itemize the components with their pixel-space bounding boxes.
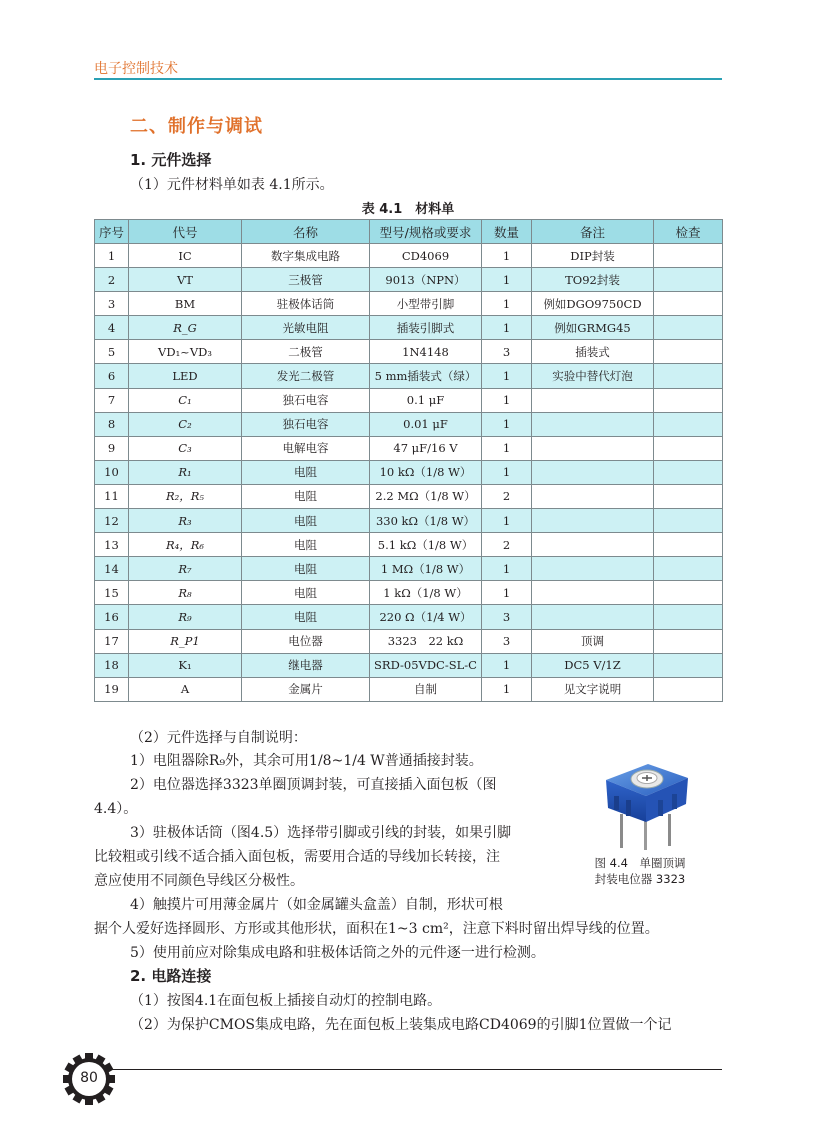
section-title: 二、制作与调试 [130,116,263,137]
check-cell [654,484,723,508]
code-cell: BM [129,292,242,316]
row-number-cell: 10 [95,460,129,484]
note-cell: DIP封装 [532,244,654,268]
spec-cell: 9013（NPN） [370,268,482,292]
spec-cell: 1 MΩ（1/8 W） [370,557,482,581]
check-cell [654,509,723,533]
note-resistors: 1）电阻器除R₉外，其余可用1/8~1/4 W普通插接封装。 [130,753,483,769]
quantity-cell: 1 [482,677,532,701]
name-cell: 电阻 [242,509,370,533]
code-cell: R_P1 [129,629,242,653]
spec-cell: 220 Ω（1/4 W） [370,605,482,629]
row-number-cell: 13 [95,533,129,557]
table-row [95,268,723,292]
name-cell: 电阻 [242,533,370,557]
page-number: 80 [80,1070,98,1086]
quantity-cell: 1 [482,316,532,340]
book-title: 电子控制技术 [94,61,178,77]
row-number-cell: 3 [95,292,129,316]
check-cell [654,533,723,557]
table-intro-paragraph: （1）元件材料单如表 4.1所示。 [130,177,334,193]
header-cell: 数量 [482,220,532,244]
row-number-cell: 18 [95,653,129,677]
table-row [95,605,723,629]
connection-step-1: （1）按图4.1在面包板上插接自动灯的控制电路。 [130,993,442,1009]
note-touch-plate-cont: 据个人爱好选择圆形、方形或其他形状，面积在1~3 cm²，注意下料时留出焊导线的位置。 [94,921,659,937]
quantity-cell: 1 [482,581,532,605]
row-number-cell: 14 [95,557,129,581]
quantity-cell: 1 [482,364,532,388]
note-cell [532,436,654,460]
name-cell: 电阻 [242,484,370,508]
check-cell [654,268,723,292]
check-cell [654,677,723,701]
check-cell [654,316,723,340]
header-cell: 备注 [532,220,654,244]
row-number-cell: 5 [95,340,129,364]
table-row [95,244,723,268]
code-cell: R₄，R₆ [129,533,242,557]
code-cell: C₁ [129,388,242,412]
note-cell: 例如GRMG45 [532,316,654,340]
spec-cell: 47 μF/16 V [370,436,482,460]
name-cell: 数字集成电路 [242,244,370,268]
quantity-cell: 2 [482,484,532,508]
spec-cell: 3323 22 kΩ [370,629,482,653]
note-cell [532,412,654,436]
note-cell: TO92封装 [532,268,654,292]
quantity-cell: 1 [482,653,532,677]
quantity-cell: 1 [482,292,532,316]
table-row [95,460,723,484]
spec-cell: 自制 [370,677,482,701]
quantity-cell: 1 [482,388,532,412]
check-cell [654,460,723,484]
table-header-row [95,220,723,244]
figure-caption-line1: 图 4.4 单圈顶调 [594,856,686,870]
note-cell: 见文字说明 [532,677,654,701]
name-cell: 继电器 [242,653,370,677]
check-cell [654,436,723,460]
check-cell [654,629,723,653]
check-cell [654,653,723,677]
note-cell: DC5 V/1Z [532,653,654,677]
quantity-cell: 1 [482,436,532,460]
header-cell: 检查 [654,220,723,244]
quantity-cell: 3 [482,340,532,364]
check-cell [654,412,723,436]
name-cell: 电阻 [242,605,370,629]
note-cell [532,605,654,629]
note-testing: 5）使用前应对除集成电路和驻极体话筒之外的元件逐一进行检测。 [130,945,545,961]
code-cell: R_G [129,316,242,340]
code-cell: R₇ [129,557,242,581]
check-cell [654,557,723,581]
subsection-title-component-selection: 1. 元件选择 [130,151,212,169]
note-cell [532,484,654,508]
row-number-cell: 1 [95,244,129,268]
note-microphone: 3）驻极体话筒（图4.5）选择带引脚或引线的封装，如果引脚 [130,825,512,841]
quantity-cell: 1 [482,509,532,533]
note-cell: 实验中替代灯泡 [532,364,654,388]
spec-cell: SRD-05VDC-SL-C [370,653,482,677]
code-cell: R₃ [129,509,242,533]
spec-cell: 10 kΩ（1/8 W） [370,460,482,484]
code-cell: A [129,677,242,701]
table-row [95,581,723,605]
table-row [95,436,723,460]
note-potentiometer-cont: 4.4）。 [94,801,138,817]
row-number-cell: 7 [95,388,129,412]
note-cell [532,557,654,581]
row-number-cell: 9 [95,436,129,460]
quantity-cell: 1 [482,557,532,581]
name-cell: 独石电容 [242,412,370,436]
header-cell: 名称 [242,220,370,244]
check-cell [654,364,723,388]
table-row [95,533,723,557]
spec-cell: 5.1 kΩ（1/8 W） [370,533,482,557]
table-row [95,629,723,653]
row-number-cell: 16 [95,605,129,629]
note-microphone-cont: 比较粗或引线不适合插入面包板，需要用合适的导线加长转接，注 [94,849,500,865]
quantity-cell: 3 [482,629,532,653]
row-number-cell: 12 [95,509,129,533]
code-cell: VT [129,268,242,292]
subsection-title-circuit-connection: 2. 电路连接 [130,967,212,985]
name-cell: 二极管 [242,340,370,364]
note-potentiometer: 2）电位器选择3323单圈顶调封装，可直接插入面包板（图 [130,777,497,793]
name-cell: 电阻 [242,581,370,605]
name-cell: 驻极体话筒 [242,292,370,316]
header-cell: 代号 [129,220,242,244]
spec-cell: CD4069 [370,244,482,268]
table-row [95,412,723,436]
row-number-cell: 17 [95,629,129,653]
spec-cell: 1 kΩ（1/8 W） [370,581,482,605]
note-cell: 插装式 [532,340,654,364]
name-cell: 光敏电阻 [242,316,370,340]
name-cell: 电解电容 [242,436,370,460]
table-row [95,340,723,364]
quantity-cell: 3 [482,605,532,629]
quantity-cell: 1 [482,244,532,268]
table-row [95,557,723,581]
quantity-cell: 2 [482,533,532,557]
header-cell: 型号/规格或要求 [370,220,482,244]
code-cell: IC [129,244,242,268]
spec-cell: 插装引脚式 [370,316,482,340]
note-cell: 顶调 [532,629,654,653]
spec-cell: 2.2 MΩ（1/8 W） [370,484,482,508]
note-microphone-cont2: 意应使用不同颜色导线区分极性。 [94,873,304,889]
figure-caption [580,855,700,887]
table-row [95,316,723,340]
quantity-cell: 1 [482,460,532,484]
code-cell: K₁ [129,653,242,677]
code-cell: R₉ [129,605,242,629]
spec-cell: 330 kΩ（1/8 W） [370,509,482,533]
table-row [95,677,723,701]
row-number-cell: 6 [95,364,129,388]
check-cell [654,388,723,412]
selection-notes-heading: （2）元件选择与自制说明： [130,730,307,746]
note-cell: 例如DGO9750CD [532,292,654,316]
check-cell [654,292,723,316]
note-cell [532,460,654,484]
row-number-cell: 15 [95,581,129,605]
table-row [95,388,723,412]
table-row [95,653,723,677]
name-cell: 电阻 [242,557,370,581]
check-cell [654,605,723,629]
code-cell: VD₁~VD₃ [129,340,242,364]
code-cell: R₁ [129,460,242,484]
check-cell [654,340,723,364]
table-row [95,509,723,533]
row-number-cell: 11 [95,484,129,508]
code-cell: LED [129,364,242,388]
header-cell: 序号 [95,220,129,244]
name-cell: 电阻 [242,460,370,484]
code-cell: C₂ [129,412,242,436]
table-row [95,292,723,316]
row-number-cell: 4 [95,316,129,340]
spec-cell: 0.01 μF [370,412,482,436]
figure-caption-line2: 封装电位器 3323 [594,872,686,886]
row-number-cell: 19 [95,677,129,701]
note-cell [532,533,654,557]
spec-cell: 5 mm插装式（绿） [370,364,482,388]
spec-cell: 1N4148 [370,340,482,364]
code-cell: C₃ [129,436,242,460]
table-caption: 表 4.1 材料单 [361,202,455,217]
spec-cell: 0.1 μF [370,388,482,412]
row-number-cell: 2 [95,268,129,292]
spec-cell: 小型带引脚 [370,292,482,316]
header-divider [94,78,722,80]
code-cell: R₈ [129,581,242,605]
note-cell [532,581,654,605]
connection-step-2: （2）为保护CMOS集成电路，先在面包板上装集成电路CD4069的引脚1位置做一个记 [130,1017,672,1033]
name-cell: 金属片 [242,677,370,701]
quantity-cell: 1 [482,268,532,292]
name-cell: 电位器 [242,629,370,653]
check-cell [654,581,723,605]
name-cell: 独石电容 [242,388,370,412]
potentiometer-3323-photo [596,752,696,850]
note-cell [532,388,654,412]
name-cell: 三极管 [242,268,370,292]
name-cell: 发光二极管 [242,364,370,388]
code-cell: R₂，R₅ [129,484,242,508]
table-row [95,364,723,388]
materials-table [94,219,723,702]
check-cell [654,244,723,268]
table-row [95,484,723,508]
footer-divider [112,1069,722,1070]
note-touch-plate: 4）触摸片可用薄金属片（如金属罐头盒盖）自制，形状可根 [130,897,503,913]
quantity-cell: 1 [482,412,532,436]
row-number-cell: 8 [95,412,129,436]
note-cell [532,509,654,533]
